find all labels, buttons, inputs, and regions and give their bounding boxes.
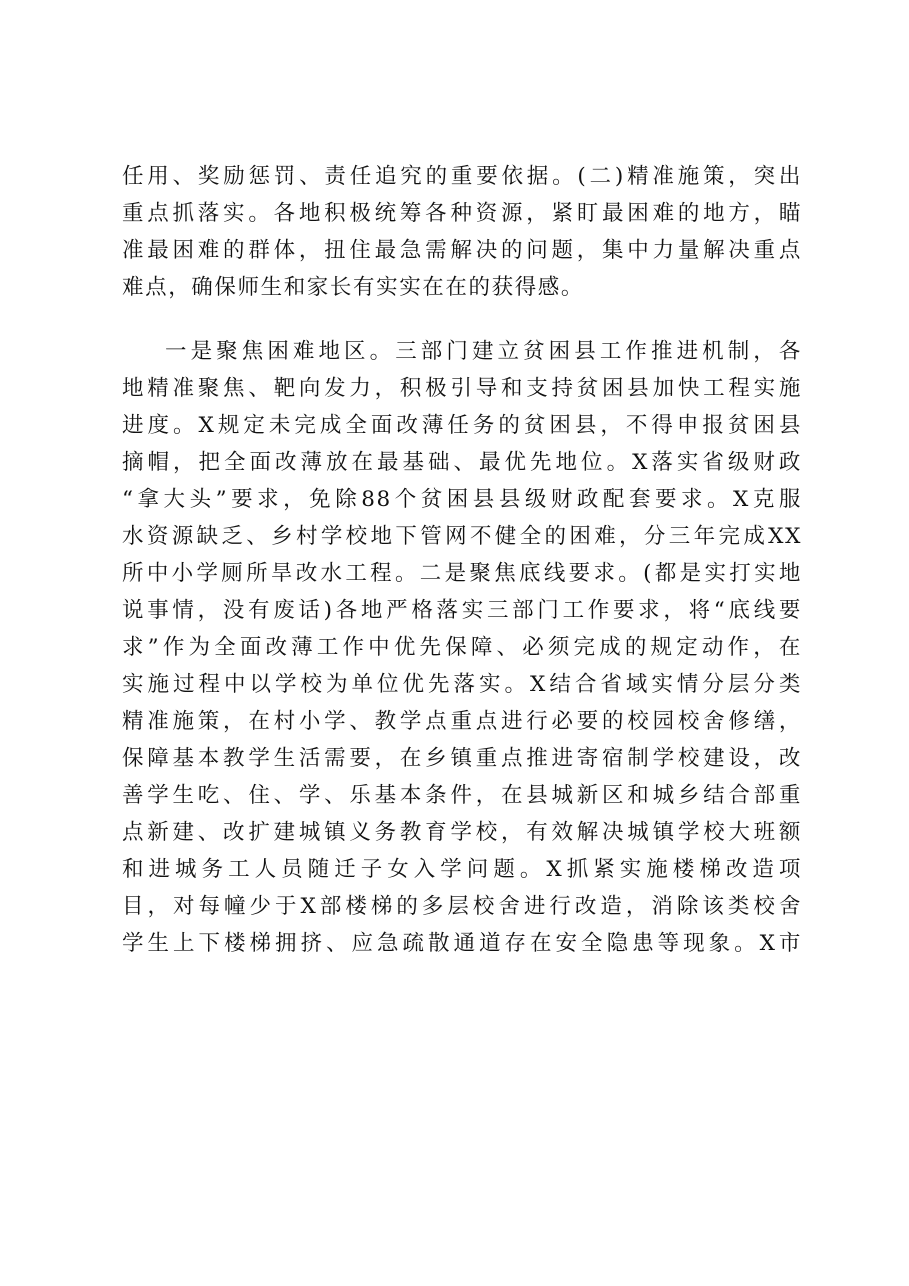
text-line: 水资源缺乏、乡村学校地下管网不健全的困难，分三年完成XX — [122, 524, 802, 549]
text-line: 精准施策，在村小学、教学点重点进行必要的校园校舍修缮， — [122, 709, 802, 734]
text-line: 难点，确保师生和家长有实实在在的获得感。 — [122, 275, 585, 300]
text-line: 任用、奖励惩罚、责任追究的重要依据。(二)精准施策，突出 — [122, 164, 802, 189]
text-line: 准最困难的群体，扭住最急需解决的问题，集中力量解决重点 — [122, 238, 802, 263]
text-line: 实施过程中以学校为单位优先落实。X结合省域实情分层分类 — [122, 672, 802, 697]
text-line: 一是聚焦困难地区。三部门建立贫困县工作推进机制，各 — [165, 339, 802, 364]
text-line: 所中小学厕所旱改水工程。二是聚焦底线要求。(都是实打实地 — [122, 561, 802, 586]
text-line: 重点抓落实。各地积极统筹各种资源，紧盯最困难的地方，瞄 — [122, 201, 802, 226]
text-line: 求”作为全面改薄工作中优先保障、必须完成的规定动作，在 — [122, 635, 802, 660]
text-line: 说事情，没有废话)各地严格落实三部门工作要求，将“底线要 — [122, 598, 802, 623]
text-line: 学生上下楼梯拥挤、应急疏散通道存在安全隐患等现象。X市 — [122, 931, 802, 956]
text-line: 保障基本教学生活需要，在乡镇重点推进寄宿制学校建设，改 — [122, 746, 802, 771]
text-line: 进度。X规定未完成全面改薄任务的贫困县，不得申报贫困县 — [122, 413, 802, 438]
text-line: 目，对每幢少于X部楼梯的多层校舍进行改造，消除该类校舍 — [122, 894, 802, 919]
paragraph-focus-areas — [122, 333, 802, 962]
text-line: 善学生吃、住、学、乐基本条件，在县城新区和城乡结合部重 — [122, 783, 802, 808]
text-line: 和进城务工人员随迁子女入学问题。X抓紧实施楼梯改造项 — [122, 857, 802, 882]
text-line: 摘帽，把全面改薄放在最基础、最优先地位。X落实省级财政 — [122, 450, 802, 475]
text-line: 地精准聚焦、靶向发力，积极引导和支持贫困县加快工程实施 — [122, 376, 802, 401]
text-line: “拿大头”要求，免除88个贫困县县级财政配套要求。X克服 — [122, 487, 802, 512]
paragraph-continuation — [122, 158, 802, 306]
text-line: 点新建、改扩建城镇义务教育学校，有效解决城镇学校大班额 — [122, 820, 802, 845]
